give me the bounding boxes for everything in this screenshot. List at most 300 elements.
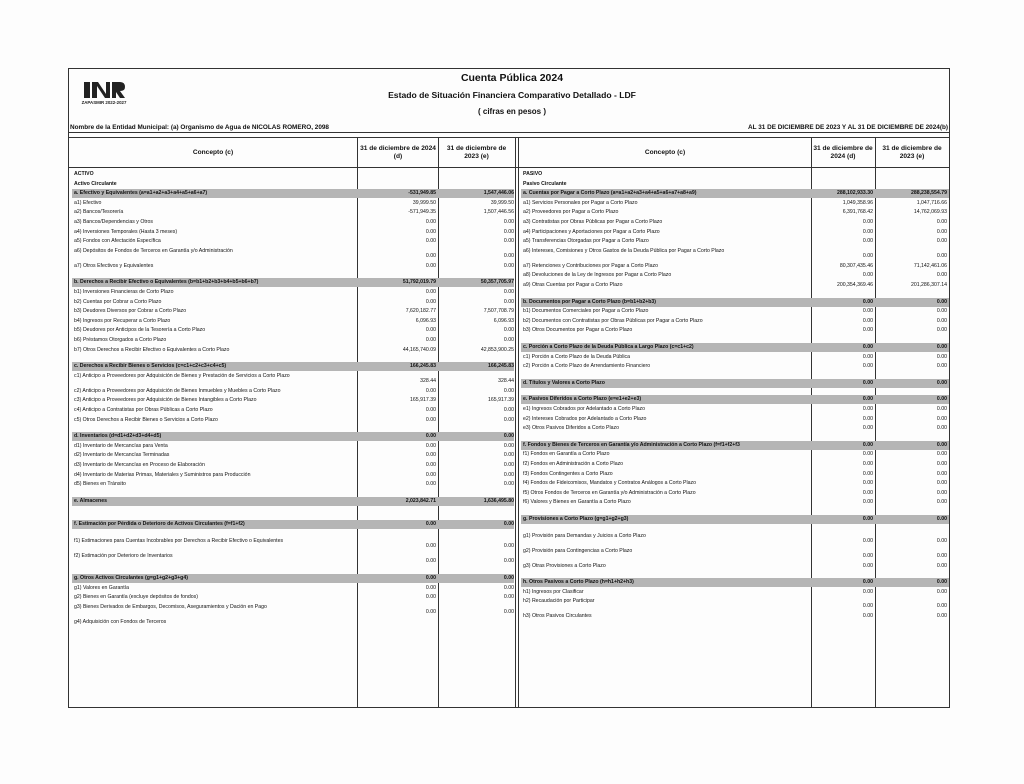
- row-label: g1) Valores en Garantía: [74, 584, 129, 591]
- value-2023: 0.00: [936, 415, 947, 422]
- table-row: [521, 415, 949, 424]
- section-header-row: [72, 278, 514, 287]
- value-2024: 0.00: [862, 425, 873, 432]
- section-header-row: [72, 520, 514, 529]
- table-row: [521, 597, 949, 612]
- value-2023: 0.00: [936, 552, 947, 559]
- row-label: a5) Fondos con Afectación Específica: [74, 238, 161, 245]
- value-2024: 6,096.93: [415, 317, 436, 324]
- value-2023: 1,636,495.80: [483, 497, 514, 504]
- row-label: a3) Bancos/Dependencias y Otros: [74, 219, 154, 225]
- table-row: [521, 262, 949, 271]
- value-2023: 0.00: [503, 252, 514, 259]
- row-label: c. Porción a Corto Plazo de la Deuda Pública a Largo Plazo (c=c1+c2): [523, 344, 694, 350]
- table-row: [72, 461, 514, 470]
- row-label: h3) Otros Pasivos Circulantes: [523, 613, 592, 620]
- table-row: [72, 537, 514, 552]
- value-2023: 0.00: [936, 451, 947, 458]
- row-label: a4) Inversiones Temporales (Hasta 3 meses): [74, 228, 178, 235]
- table-row: [521, 247, 949, 262]
- value-2023: 1,547,446.06: [483, 190, 514, 197]
- value-2023: 0.00: [936, 425, 947, 432]
- row-label: b2) Cuentas por Cobrar a Corto Plazo: [74, 298, 162, 305]
- row-label: b3) Otros Documentos por Pagar a Corto Plazo: [523, 327, 633, 334]
- report-subtitle: Estado de Situación Financiera Comparativo Detallado - LDF: [388, 90, 636, 100]
- value-2023: 0.00: [503, 608, 514, 615]
- table-row: [521, 562, 949, 571]
- section-header-row: [72, 189, 514, 198]
- section-header-row: [521, 578, 949, 587]
- row-label: g4) Adquisición con Fondos de Terceros: [74, 618, 167, 625]
- value-2024: 0.00: [862, 588, 873, 595]
- value-2023: 42,853,900.25: [480, 346, 514, 353]
- value-2023: 0.00: [936, 461, 947, 467]
- section-header-row: [521, 395, 949, 404]
- col-divider: [518, 137, 519, 708]
- section-header-row: [72, 432, 514, 441]
- row-label: g. Otros Activos Circulantes (g=g1+g2+g3+g4): [74, 575, 188, 581]
- value-2023: 0.00: [503, 387, 514, 394]
- value-2023: 0.00: [503, 238, 514, 245]
- table-row: [521, 326, 949, 335]
- row-label: b2) Documentos con Contratistas por Obras Públicas por Pagar a Corto Plazo: [523, 317, 703, 324]
- value-2024: 0.00: [862, 252, 873, 259]
- value-2023: 0.00: [936, 363, 947, 370]
- row-label: c. Derechos a Recibir Bienes o Servicios (c=c1+c2+c3+c4+c5): [74, 363, 227, 370]
- value-2024: 51,792,019.79: [402, 279, 436, 286]
- row-label: f1) Estimaciones para Cuentas Incobrables por Derechos a Recibir Efectivo o Equivalentes: [74, 538, 284, 544]
- value-2024: 165,917.39: [410, 397, 436, 404]
- table-row: [72, 618, 514, 627]
- row-label: PASIVO: [523, 171, 543, 177]
- value-2023: 0.00: [503, 471, 514, 478]
- value-2024: 200,354,369.46: [836, 282, 873, 288]
- value-2024: 0.00: [425, 543, 436, 549]
- value-2024: 0.00: [425, 433, 436, 440]
- table-row: [72, 180, 514, 189]
- row-label: b7) Otros Derechos a Recibir Efectivo o Equivalentes a Corto Plazo: [74, 346, 230, 353]
- value-2024: 0.00: [425, 471, 436, 478]
- table-row: [72, 237, 514, 246]
- value-2023: 0.00: [503, 298, 514, 305]
- table-row: [521, 547, 949, 562]
- section-header-row: [521, 379, 949, 388]
- row-label: f2) Estimación por Deterioro de Inventarios: [74, 553, 173, 559]
- table-row: [72, 307, 514, 316]
- row-label: f3) Fondos Contingentes a Corto Plazo: [523, 470, 613, 477]
- value-2024: 0.00: [862, 353, 873, 360]
- table-row: [72, 247, 514, 262]
- table-row: [72, 442, 514, 451]
- value-2024: 0.00: [862, 363, 873, 370]
- row-label: a5) Transferencias Otorgadas por Pagar a Corto Plazo: [523, 238, 649, 245]
- value-2023: 0.00: [936, 516, 947, 522]
- row-label: f. Estimación por Pérdida o Deterioro de Activos Circulantes (f=f1+f2): [74, 521, 245, 528]
- row-label: c1) Porción a Corto Plazo de la Deuda Pública: [523, 353, 630, 360]
- value-2023: 0.00: [936, 537, 947, 544]
- row-label: f5) Otros Fondos de Terceros en Garantía y/o Administración a Corto Plazo: [523, 489, 696, 496]
- col-concept-left: Concepto (c): [192, 149, 234, 157]
- value-2023: 0.00: [936, 353, 947, 360]
- value-2024: 0.00: [425, 521, 436, 528]
- table-row: [72, 288, 514, 297]
- value-2023: 0.00: [503, 575, 514, 581]
- row-label: h. Otros Pasivos a Corto Plazo (h=h1+h2+h3): [523, 579, 634, 586]
- row-label: c2) Anticipo a Proveedores por Adquisición de Bienes Inmuebles y Muebles a Corto Plazo: [74, 387, 281, 394]
- value-2024: 0.00: [862, 308, 873, 315]
- row-label: b6) Préstamos Otorgados a Corto Plazo: [74, 337, 167, 343]
- row-label: d3) Inventario de Mercancías en Proceso de Elaboración: [74, 462, 205, 468]
- table-row: [72, 298, 514, 307]
- value-2024: 0.00: [425, 416, 436, 423]
- table-row: [72, 396, 514, 405]
- table-row: [521, 317, 949, 326]
- table-row: [521, 271, 949, 280]
- value-2023: 50,357,705.97: [480, 279, 514, 286]
- value-2024: 0.00: [862, 379, 873, 386]
- value-2024: 0.00: [862, 327, 873, 334]
- value-2024: 0.00: [425, 298, 436, 305]
- value-2023: 0.00: [936, 499, 947, 506]
- value-2024: 0.00: [425, 289, 436, 295]
- value-2024: 0.00: [862, 219, 873, 225]
- value-2024: 0.00: [425, 262, 436, 269]
- table-row: [521, 424, 949, 433]
- col-concept-right: Concepto (c): [644, 149, 686, 157]
- row-label: b1) Documentos Comerciales por Pagar a Corto Plazo: [523, 308, 649, 315]
- row-label: a1) Servicios Personales por Pagar a Corto Plazo: [523, 199, 638, 206]
- row-label: g3) Otras Provisiones a Corto Plazo: [523, 562, 606, 569]
- value-2024: 0.00: [862, 552, 873, 559]
- value-2024: 0.00: [862, 441, 873, 448]
- table-row: [521, 307, 949, 316]
- value-2023: 0.00: [936, 219, 947, 225]
- value-2024: 0.00: [425, 575, 436, 581]
- value-2024: 0.00: [862, 499, 873, 506]
- value-2023: 0.00: [936, 228, 947, 235]
- value-2023: 1,507,446.56: [483, 209, 514, 216]
- value-2023: 0.00: [936, 579, 947, 586]
- value-2023: 7,507,708.79: [483, 308, 514, 315]
- section-header-row: [72, 497, 514, 506]
- row-label: c2) Porción a Corto Plazo de Arrendamiento Financiero: [523, 363, 651, 370]
- section-header-row: [72, 574, 514, 583]
- value-2024: 0.00: [425, 608, 436, 615]
- row-label: e3) Otros Pasivos Diferidos a Corto Plazo: [523, 425, 620, 432]
- value-2024: 0.00: [425, 252, 436, 259]
- value-2024: 2,023,842.71: [405, 497, 436, 504]
- report-units: ( cifras en pesos ): [477, 107, 547, 116]
- value-2023: 0.00: [936, 379, 947, 386]
- table-row: [521, 180, 949, 189]
- section-header-row: [521, 441, 949, 450]
- entity-name: Nombre de la Entidad Municipal: (a) Organismo de Agua de NICOLAS ROMERO, 2098: [70, 124, 329, 131]
- value-2024: 0.00: [425, 219, 436, 225]
- table-row: [521, 237, 949, 246]
- row-label: b4) Ingresos por Recuperar a Corto Plazo: [74, 317, 171, 324]
- value-2023: 0.00: [936, 562, 947, 569]
- value-2024: 0.00: [425, 442, 436, 449]
- value-2024: 44,165,740.09: [402, 346, 436, 353]
- value-2023: 0.00: [936, 603, 947, 610]
- value-2024: 0.00: [862, 603, 873, 610]
- table-row: [72, 552, 514, 567]
- value-2023: 0.00: [936, 470, 947, 477]
- row-label: a. Cuentas por Pagar a Corto Plazo (a=a1+a2+a3+a4+a5+a6+a7+a8+a9): [523, 190, 697, 197]
- value-2023: 165,917.39: [488, 397, 514, 404]
- row-label: d. Títulos y Valores a Corto Plazo: [523, 379, 605, 386]
- value-2023: 0.00: [936, 252, 947, 259]
- row-label: a8) Devoluciones de la Ley de Ingresos por Pagar a Corto Plazo: [523, 272, 672, 279]
- value-2023: 0.00: [936, 298, 947, 305]
- row-label: a6) Intereses, Comisiones y Otros Gastos de la Deuda Pública por Pagar a Corto Plazo: [523, 247, 725, 254]
- value-2024: 0.00: [862, 579, 873, 586]
- header-rule-top: [68, 132, 950, 133]
- value-2024: 0.00: [862, 228, 873, 235]
- value-2024: 0.00: [425, 407, 436, 413]
- table-row: [521, 532, 949, 547]
- table-row: [521, 470, 949, 479]
- table-row: [521, 208, 949, 217]
- col-2024-left: 31 de diciembre de 2024 (d): [360, 145, 436, 160]
- value-2023: 0.00: [503, 584, 514, 591]
- table-row: [72, 326, 514, 335]
- table-row: [521, 489, 949, 498]
- value-2023: 0.00: [503, 262, 514, 269]
- value-2024: 0.00: [862, 272, 873, 279]
- value-2023: 0.00: [503, 481, 514, 488]
- value-2024: 7,620,182.77: [405, 308, 436, 315]
- header-rule-bottom: [68, 167, 950, 168]
- value-2023: 166,245.83: [488, 363, 514, 370]
- value-2024: 0.00: [425, 387, 436, 394]
- value-2024: 0.00: [862, 516, 873, 522]
- value-2023: 0.00: [936, 489, 947, 496]
- table-row: [72, 451, 514, 460]
- value-2024: 1,049,358.96: [842, 199, 873, 206]
- value-2023: 0.00: [936, 238, 947, 245]
- value-2023: 6,096.93: [493, 317, 514, 324]
- row-label: c3) Anticipo a Proveedores por Adquisición de Bienes Intangibles a Corto Plazo: [74, 397, 257, 404]
- table-row: [72, 228, 514, 237]
- value-2024: 39,999.50: [412, 199, 436, 206]
- value-2024: -571,949.35: [408, 209, 436, 216]
- table-row: [72, 170, 514, 179]
- value-2023: 0.00: [936, 441, 947, 448]
- row-label: g2) Bienes en Garantía (excluye depósitos de fondos): [74, 594, 198, 601]
- col-2023-left: 31 de diciembre de 2023 (e): [446, 145, 507, 160]
- table-row: [521, 218, 949, 227]
- value-2023: 39,999.50: [490, 199, 514, 206]
- value-2023: 201,286,307.14: [910, 282, 947, 288]
- report-period: AL 31 DE DICIEMBRE DE 2023 Y AL 31 DE DICIEMBRE DE 2024(b): [748, 124, 948, 131]
- row-label: a7) Otros Efectivos y Equivalentes: [74, 262, 154, 269]
- row-label: d4) Inventario de Materias Primas, Materiales y Suministros para Producción: [74, 471, 251, 478]
- col-2023-right: 31 de diciembre de 2023 (e): [882, 145, 942, 160]
- col-2024-right: 31 de diciembre de 2024 (d): [813, 145, 873, 160]
- value-2023: 0.00: [503, 442, 514, 449]
- value-2024: 0.00: [862, 537, 873, 544]
- row-label: f6) Valores y Bienes en Garantía a Corto Plazo: [523, 499, 631, 506]
- row-label: f. Fondos y Bienes de Terceros en Garantía y/o Administración a Corto Plazo (f=f1+f2+f3: [523, 441, 740, 448]
- value-2023: 0.00: [936, 480, 947, 487]
- table-row: [72, 416, 514, 425]
- table-row: [72, 584, 514, 593]
- table-row: [521, 199, 949, 208]
- value-2023: 0.00: [503, 327, 514, 334]
- value-2023: 0.00: [936, 272, 947, 279]
- value-2023: 0.00: [936, 588, 947, 595]
- value-2024: 288,102,933.30: [836, 190, 873, 197]
- value-2024: 0.00: [425, 462, 436, 468]
- header-rule-2: [68, 137, 950, 138]
- report-title: Cuenta Pública 2024: [460, 72, 564, 84]
- value-2023: 288,238,554.79: [910, 190, 947, 197]
- row-label: d1) Inventario de Mercancías para Venta: [74, 442, 168, 449]
- table-row: [521, 479, 949, 488]
- row-label: Pasivo Circulante: [523, 180, 567, 187]
- value-2023: 0.00: [936, 396, 947, 403]
- value-2024: 0.00: [862, 489, 873, 496]
- value-2023: 0.00: [503, 452, 514, 459]
- section-header-row: [72, 362, 514, 371]
- table-row: [72, 406, 514, 415]
- row-label: b. Documentos por Pagar a Corto Plazo (b=b1+b2+b3): [523, 298, 657, 305]
- row-label: e1) Ingresos Cobrados por Adelantado a Corto Plazo: [523, 406, 645, 412]
- row-label: f4) Fondos de Fideicomisos, Mandatos y Contratos Análogos a Corto Plazo: [523, 480, 697, 487]
- section-header-row: [521, 298, 949, 307]
- row-label: a4) Participaciones y Aportaciones por Pagar a Corto Plazo: [523, 228, 660, 235]
- value-2024: 0.00: [862, 406, 873, 412]
- table-row: [521, 362, 949, 371]
- value-2024: 328.44: [420, 377, 436, 384]
- col-divider: [515, 137, 516, 708]
- row-label: a2) Bancos/Tesorería: [74, 209, 124, 216]
- table-row: [72, 199, 514, 208]
- value-2024: 0.00: [862, 415, 873, 422]
- value-2023: 0.00: [503, 521, 514, 528]
- value-2023: 0.00: [503, 228, 514, 235]
- value-2023: 0.00: [503, 433, 514, 440]
- table-row: [72, 603, 514, 618]
- value-2024: 0.00: [862, 317, 873, 324]
- value-2023: 0.00: [503, 289, 514, 295]
- value-2024: 0.00: [862, 562, 873, 569]
- value-2023: 1,047,716.66: [916, 199, 947, 206]
- value-2023: 0.00: [503, 543, 514, 549]
- row-label: d5) Bienes en Tránsito: [74, 481, 126, 488]
- value-2024: 0.00: [425, 584, 436, 591]
- value-2024: -531,949.85: [408, 190, 436, 197]
- value-2024: 0.00: [425, 337, 436, 343]
- row-label: a9) Otras Cuentas por Pagar a Corto Plazo: [523, 282, 623, 288]
- section-header-row: [521, 343, 949, 352]
- value-2024: 0.00: [862, 470, 873, 477]
- row-label: f2) Fondos en Administración a Corto Plazo: [523, 461, 624, 467]
- svg-text:ZAPASMIR 2022-2027: ZAPASMIR 2022-2027: [81, 100, 127, 105]
- table-row: [72, 593, 514, 602]
- table-row: [72, 346, 514, 355]
- table-row: [72, 372, 514, 387]
- row-label: d. Inventarios (d=d1+d2+d3+d4+d5): [74, 433, 162, 440]
- row-label: a1) Efectivo: [74, 199, 102, 206]
- row-label: a2) Proveedores por Pagar a Corto Plazo: [523, 209, 619, 216]
- value-2024: 166,245.83: [410, 363, 436, 370]
- row-label: e. Almacenes: [74, 497, 107, 504]
- row-label: c1) Anticipo a Proveedores por Adquisición de Bienes y Prestación de Servicios a Corto Plazo: [74, 372, 290, 379]
- value-2024: 0.00: [425, 228, 436, 235]
- value-2023: 0.00: [936, 308, 947, 315]
- table-row: [521, 170, 949, 179]
- value-2023: 0.00: [936, 406, 947, 412]
- row-label: b5) Deudores por Anticipos de la Tesorería a Corto Plazo: [74, 327, 206, 334]
- value-2023: 0.00: [503, 337, 514, 343]
- value-2024: 0.00: [425, 594, 436, 601]
- table-row: [72, 480, 514, 489]
- table-row: [521, 498, 949, 507]
- row-label: a3) Contratistas por Obras Públicas por Pagar a Corto Plazo: [523, 219, 663, 225]
- value-2023: 328.44: [498, 377, 514, 384]
- row-label: Activo Circulante: [74, 180, 117, 187]
- row-label: a6) Depósitos de Fondos de Terceros en Garantía y/o Administración: [74, 247, 233, 254]
- table-row: [72, 208, 514, 217]
- value-2023: 0.00: [503, 558, 514, 564]
- row-label: f1) Fondos en Garantía a Corto Plazo: [523, 451, 610, 458]
- table-row: [72, 471, 514, 480]
- row-label: e2) Intereses Cobrados por Adelantado a Corto Plazo: [523, 415, 647, 422]
- section-header-row: [521, 189, 949, 198]
- value-2024: 0.00: [862, 396, 873, 403]
- value-2023: 0.00: [936, 344, 947, 350]
- value-2023: 0.00: [936, 613, 947, 620]
- table-row: [521, 612, 949, 621]
- value-2024: 0.00: [862, 238, 873, 245]
- row-label: b. Derechos a Recibir Efectivo o Equivalentes (b=b1+b2+b3+b4+b5+b6+b7): [74, 279, 259, 286]
- row-label: a7) Retenciones y Contribuciones por Pagar a Corto Plazo: [523, 262, 658, 269]
- table-row: [72, 262, 514, 271]
- row-label: c5) Otros Derechos a Recibir Bienes o Servicios a Corto Plazo: [74, 416, 218, 423]
- row-label: g1) Provisión para Demandas y Juicios a Corto Plazo: [523, 532, 646, 539]
- value-2024: 80,307,435.46: [839, 262, 873, 269]
- value-2023: 0.00: [503, 407, 514, 413]
- table-row: [521, 281, 949, 290]
- table-row: [521, 353, 949, 362]
- value-2024: 0.00: [862, 298, 873, 305]
- value-2024: 0.00: [425, 558, 436, 564]
- table-row: [521, 460, 949, 469]
- row-label: h2) Recaudación por Participar: [523, 598, 595, 605]
- value-2023: 0.00: [503, 462, 514, 468]
- row-label: g3) Bienes Derivados de Embargos, Decomisos, Aseguramientos y Dación en Pago: [74, 603, 267, 610]
- value-2024: 0.00: [425, 481, 436, 488]
- row-label: b3) Deudores Diversos por Cobrar a Corto Plazo: [74, 308, 187, 315]
- value-2024: 0.00: [425, 327, 436, 334]
- row-label: e. Pasivos Diferidos a Corto Plazo (e=e1+e2+e3): [523, 396, 642, 403]
- row-label: d2) Inventario de Mercancías Terminadas: [74, 452, 170, 459]
- row-label: h1) Ingresos por Clasificar: [523, 588, 584, 595]
- value-2024: 0.00: [862, 461, 873, 467]
- table-row: [72, 387, 514, 396]
- value-2024: 0.00: [425, 238, 436, 245]
- value-2024: 0.00: [862, 344, 873, 350]
- value-2023: 0.00: [503, 416, 514, 423]
- value-2023: 0.00: [936, 327, 947, 334]
- value-2023: 0.00: [503, 594, 514, 601]
- table-row: [72, 218, 514, 227]
- table-row: [72, 317, 514, 326]
- row-label: a. Efectivo y Equivalentes (a=a1+a2+a3+a4+a5+a6+a7): [74, 190, 208, 197]
- table-row: [521, 228, 949, 237]
